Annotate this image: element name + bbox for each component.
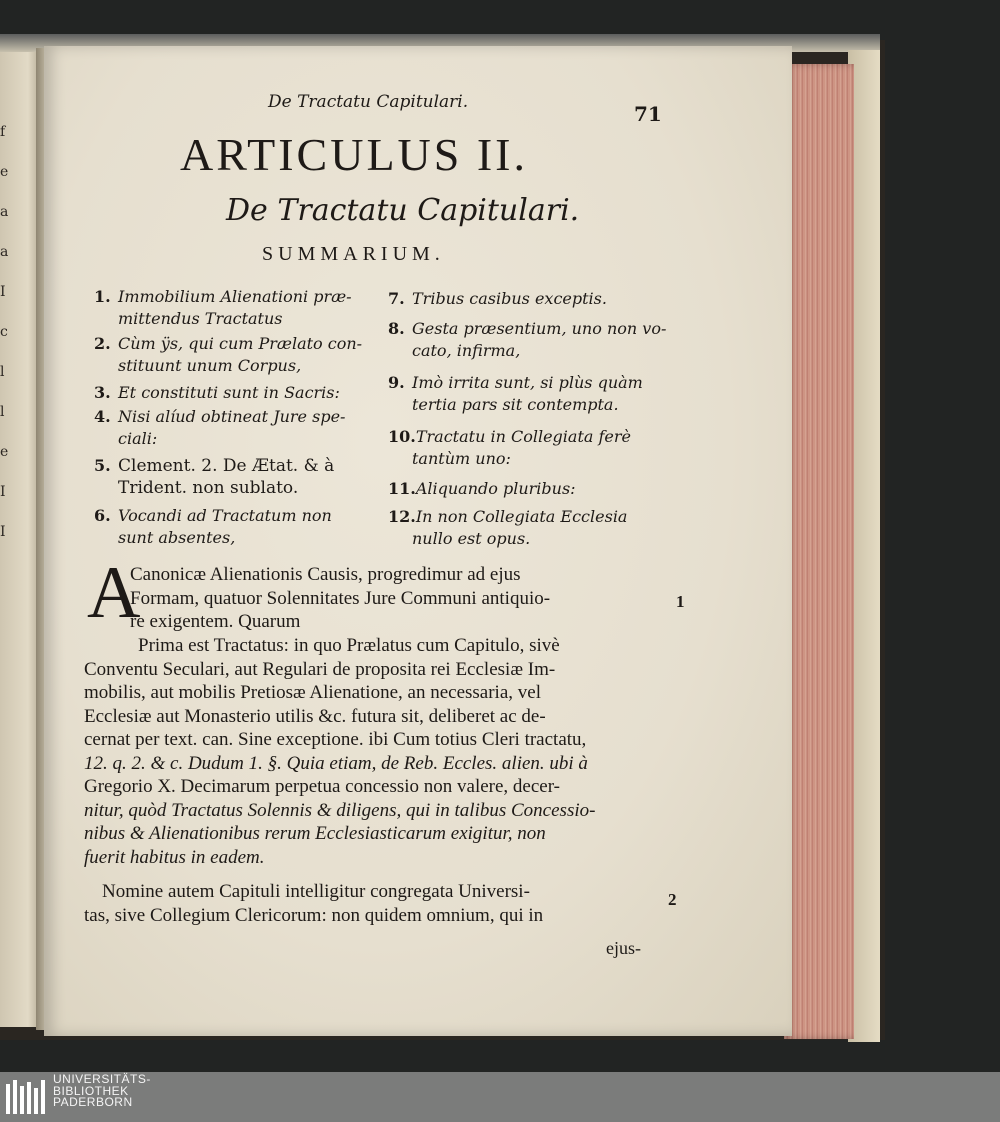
footer-bar: [0, 1072, 1000, 1122]
summary-text-continued: tertia pars sit contempta.: [412, 395, 619, 414]
summary-text-continued: sunt absentes,: [118, 528, 236, 547]
text-line: re exigentem. Quarum: [130, 611, 301, 632]
summary-item-4: [94, 406, 345, 450]
text-line: Canonicæ Alienationis Causis, progredimur ad ejus: [130, 564, 521, 585]
paragraph-3: [84, 880, 543, 927]
summary-text-continued: mittendus Tractatus: [118, 309, 283, 328]
summary-item-10: [388, 426, 631, 470]
left-letter: f: [0, 124, 6, 140]
summary-item-12: [388, 506, 627, 550]
summary-number: 7.: [388, 289, 405, 308]
text-line: 12. q. 2. & c. Dudum 1. §. Quia etiam, de Reb. Eccles. alien. ubi à: [84, 752, 588, 774]
left-letter: e: [0, 444, 9, 460]
margin-number: 1: [676, 592, 685, 611]
text-line: fuerit habitus in eadem.: [84, 846, 265, 868]
left-page-margin-letters: [0, 112, 12, 552]
library-logo-text: [53, 1074, 151, 1109]
drop-cap: A: [87, 552, 141, 634]
summary-text-continued: tantùm uno:: [412, 449, 511, 468]
summary-text-continued: nullo est opus.: [412, 529, 531, 548]
text-line: Ecclesiæ aut Monasterio utilis &c. futura sit, deliberet ac de-: [84, 705, 546, 727]
summary-text: Et constituti sunt in Sacris:: [118, 383, 340, 402]
summary-text-continued: ciali:: [118, 429, 158, 448]
summary-text-continued: cato, infirma,: [412, 341, 521, 360]
summary-heading: SUMMARIUM.: [262, 243, 445, 265]
summary-text: Immobilium Alienationi præ-: [118, 287, 352, 306]
left-letter: e: [0, 164, 9, 180]
summary-text: Vocandi ad Tractatum non: [118, 506, 332, 525]
text-line: Nomine autem Capituli intelligitur congregata Universi-: [102, 881, 530, 902]
summary-text: Nisi alíud obtineat Jure spe-: [118, 407, 346, 426]
logo-line: PADERBORN: [53, 1095, 133, 1109]
summary-number: 2.: [94, 334, 111, 353]
left-letter: a: [0, 204, 9, 220]
summary-item-11: [388, 478, 576, 500]
left-letter: c: [0, 324, 8, 340]
page-stack-edge: [784, 64, 854, 1039]
summary-number: 12.: [388, 507, 416, 526]
left-letter: l: [0, 364, 5, 380]
text-line: nitur, quòd Tractatus Solennis & diligens, qui in talibus Concessio-: [84, 799, 596, 821]
left-letter: I: [0, 484, 6, 500]
summary-number: 3.: [94, 383, 111, 402]
summary-number: 9.: [388, 373, 405, 392]
text-line: Gregorio X. Decimarum perpetua concessio non valere, decer-: [84, 776, 560, 797]
summary-text: Tribus casibus exceptis.: [412, 289, 607, 308]
logo-line: BIBLIOTHEK: [53, 1083, 129, 1098]
summary-number: 11.: [388, 479, 416, 498]
text-line: Formam, quatuor Solennitates Jure Communi antiquio-: [130, 587, 551, 609]
library-logo-icon: [6, 1080, 46, 1114]
left-letter: I: [0, 284, 6, 300]
summary-item-3: [94, 382, 340, 404]
summary-number: 4.: [94, 407, 111, 426]
summary-text-continued: Trident. non sublato.: [118, 478, 299, 498]
summary-text: Cùm ÿs, qui cum Prælato con-: [118, 334, 363, 353]
summary-item-2: [94, 333, 362, 377]
text-line: nibus & Alienationibus rerum Ecclesiasticarum exigitur, non: [84, 823, 546, 844]
text-line: cernat per text. can. Sine exceptione. ibi Cum totius Cleri tractatu,: [84, 729, 587, 750]
left-letter: a: [0, 244, 9, 260]
summary-text-continued: stituunt unum Corpus,: [118, 356, 302, 375]
text-line: Conventu Seculari, aut Regulari de proposita rei Ecclesiæ Im-: [84, 658, 556, 680]
summary-text: In non Collegiata Ecclesia: [415, 507, 628, 526]
running-head: De Tractatu Capitulari.: [268, 92, 469, 112]
summary-number: 8.: [388, 319, 405, 338]
summary-number: 10.: [388, 427, 416, 446]
summary-item-8: [388, 318, 666, 362]
left-page-edge: [0, 52, 40, 1027]
summary-item-9: [388, 372, 643, 416]
text-line: Prima est Tractatus: in quo Prælatus cum Capitulo, sivè: [138, 635, 560, 656]
left-letter: I: [0, 524, 6, 540]
catchword: ejus-: [606, 938, 641, 958]
left-letter: l: [0, 404, 5, 420]
summary-number: 1.: [94, 287, 111, 306]
paragraph-2: [84, 634, 595, 869]
summary-item-7: [388, 288, 607, 310]
summary-item-6: [94, 505, 332, 549]
article-subtitle: De Tractatu Capitulari.: [226, 193, 580, 228]
article-title: ARTICULUS II.: [180, 129, 528, 180]
margin-number: 2: [668, 890, 677, 909]
summary-number: 5.: [94, 456, 111, 475]
summary-item-1: [94, 286, 352, 330]
text-line: tas, sive Collegium Clericorum: non quidem omnium, qui in: [84, 904, 544, 926]
summary-text: Aliquando pluribus:: [415, 479, 576, 498]
summary-text: Imò irrita sunt, si plùs quàm: [412, 373, 643, 392]
summary-number: 6.: [94, 506, 111, 525]
logo-line: UNIVERSITÄTS-: [53, 1072, 151, 1086]
summary-text: Gesta præsentium, uno non vo-: [412, 319, 667, 338]
summary-text: Tractatu in Collegiata ferè: [415, 427, 631, 446]
summary-item-5: [94, 455, 334, 499]
page-number: 71: [634, 102, 662, 126]
text-line: mobilis, aut mobilis Pretiosæ Alienatione, an necessaria, vel: [84, 682, 541, 703]
paragraph-1: [130, 563, 550, 634]
summary-text: Clement. 2. De Ætat. & à: [118, 456, 335, 476]
